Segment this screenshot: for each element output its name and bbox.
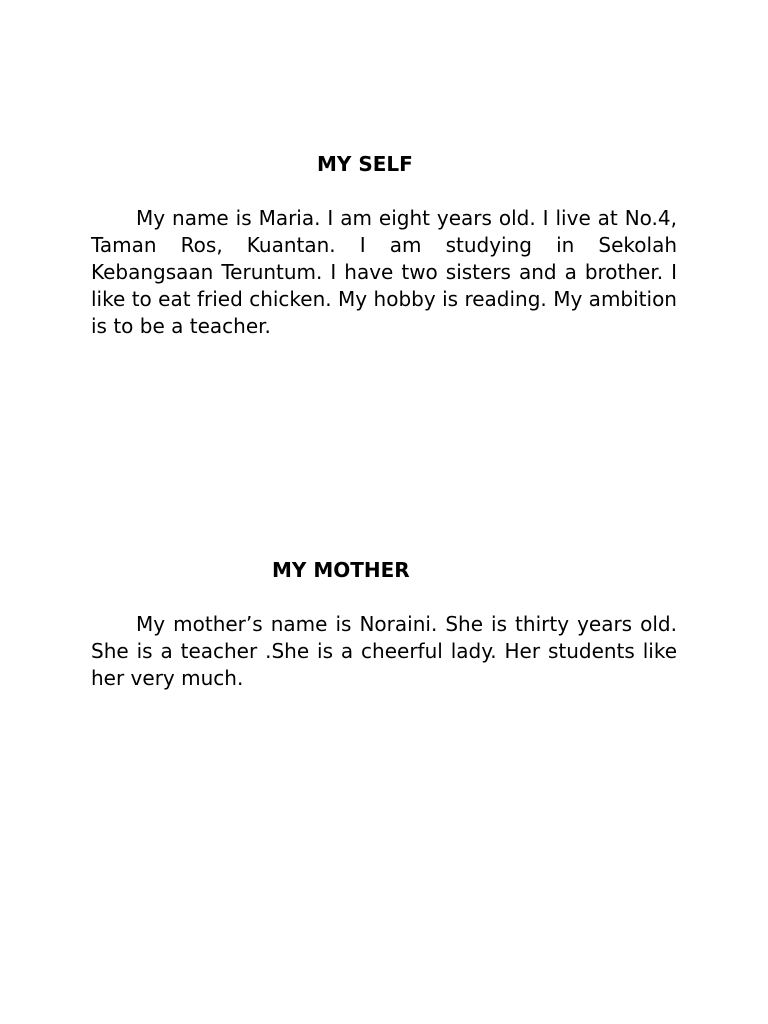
- section-my-self: [91, 150, 677, 340]
- section-paragraph: My mother’s name is Noraini. She is thirty years old. She is a teacher .She is a cheerful lady. Her students like her very much.: [91, 612, 677, 690]
- section-title: MY MOTHER: [272, 558, 410, 582]
- section-paragraph: My name is Maria. I am eight years old. I live at No.4, Taman Ros, Kuantan. I am studying in Sekolah Kebangsaan Teruntum. I have two sisters and a brother. I like to eat fried chicken. My hobby is reading. My ambition is to be a teacher.: [91, 206, 677, 338]
- section-title: MY SELF: [317, 152, 413, 176]
- section-my-mother: [91, 556, 677, 692]
